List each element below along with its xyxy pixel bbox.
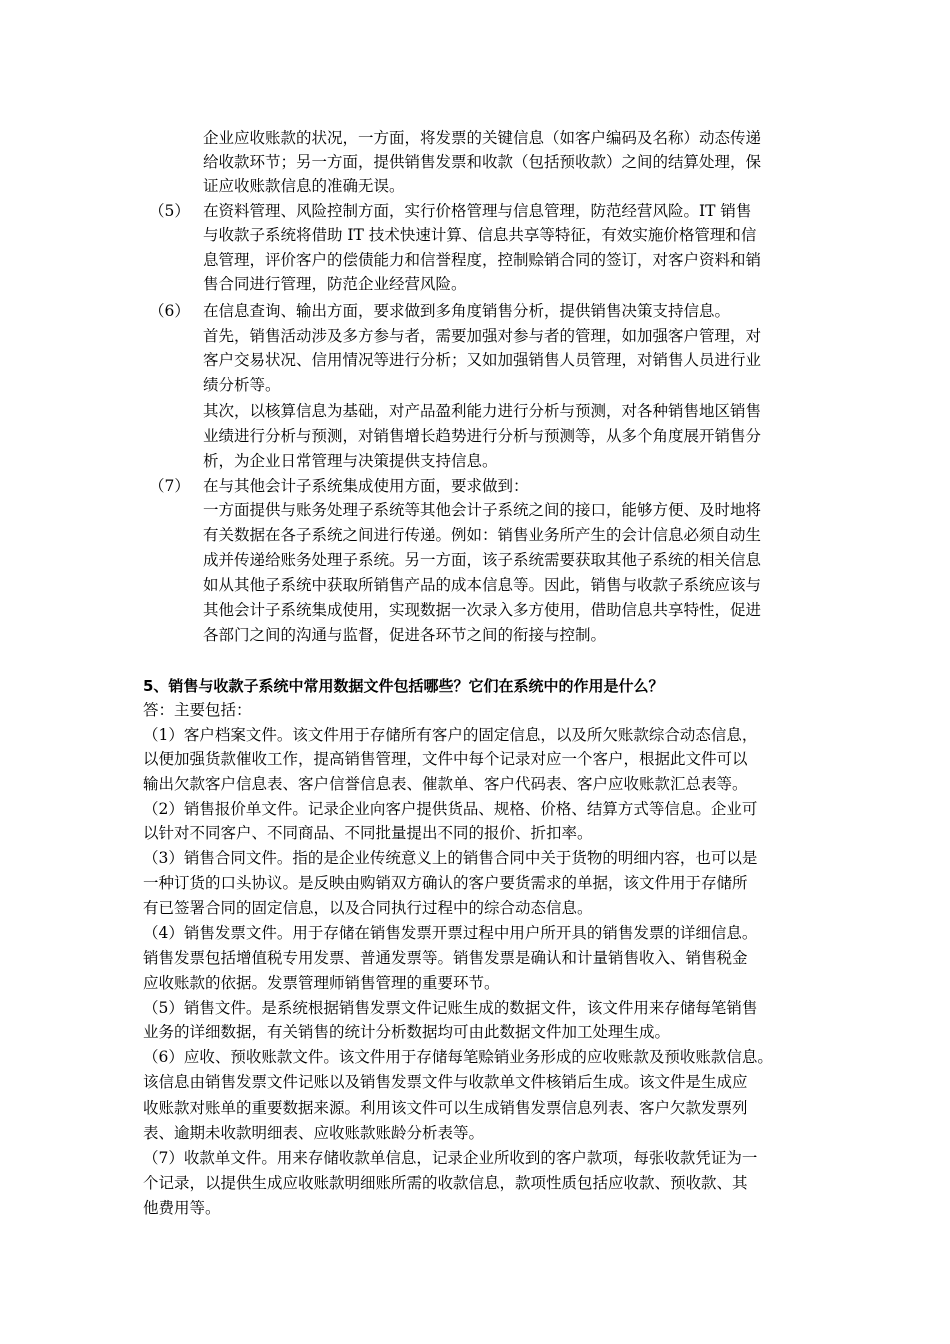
text-line: 业务的详细数据，有关销售的统计分析数据均可由此数据文件加工处理生成。 — [143, 1023, 671, 1041]
list-number: （7） — [149, 477, 190, 495]
text-line: 在资料管理、风险控制方面，实行价格管理与信息管理，防范经营风险。IT 销售 — [203, 202, 752, 220]
text-line: 以便加强货款催收工作，提高销售管理，文件中每个记录对应一个客户，根据此文件可以 — [143, 750, 748, 768]
text-line: 与收款子系统将借助 IT 技术快速计算、信息共享等特征，有效实施价格管理和信 — [203, 226, 757, 244]
text-line: （1）客户档案文件。该文件用于存储所有客户的固定信息，以及所欠账款综合动态信息， — [143, 726, 758, 744]
text-line: 绩分析等。 — [203, 376, 281, 394]
text-line: 其他会计子系统集成使用，实现数据一次录入多方使用，借助信息共享特性，促进 — [203, 601, 762, 619]
text-line: 他费用等。 — [143, 1199, 221, 1217]
text-line: 业绩进行分析与预测，对销售增长趋势进行分析与预测等，从多个角度展开销售分 — [203, 427, 762, 445]
text-line: 证应收账款信息的准确无误。 — [203, 177, 405, 195]
text-line: 首先，销售活动涉及多方参与者，需要加强对参与者的管理，如加强客户管理，对 — [203, 327, 762, 345]
text-line: 售合同进行管理，防范企业经营风险。 — [203, 275, 467, 293]
text-line: 一种订货的口头协议。是反映由购销双方确认的客户要货需求的单据，该文件用于存储所 — [143, 874, 748, 892]
text-line: （6）应收、预收账款文件。该文件用于存储每笔赊销业务形成的应收账款及预收账款信息。 — [143, 1048, 773, 1066]
text-line: 以针对不同客户、不同商品、不同批量提出不同的报价、折扣率。 — [143, 824, 593, 842]
text-line: 客户交易状况、信用情况等进行分析；又如加强销售人员管理，对销售人员进行业 — [203, 351, 762, 369]
text-line: （3）销售合同文件。指的是企业传统意义上的销售合同中关于货物的明细内容，也可以是 — [143, 849, 758, 867]
text-line: （5）销售文件。是系统根据销售发票文件记账生成的数据文件，该文件用来存储每笔销售 — [143, 999, 758, 1017]
text-line: 在与其他会计子系统集成使用方面，要求做到： — [203, 477, 529, 495]
answer-lead: 答：主要包括： — [143, 701, 252, 719]
text-line: 销售发票包括增值税专用发票、普通发票等。销售发票是确认和计量销售收入、销售税金 — [143, 949, 748, 967]
text-line: 有已签署合同的固定信息，以及合同执行过程中的综合动态信息。 — [143, 899, 593, 917]
text-line: 收账款对账单的重要数据来源。利用该文件可以生成销售发票信息列表、客户欠款发票列 — [143, 1099, 748, 1117]
text-line: 输出欠款客户信息表、客户信誉信息表、催款单、客户代码表、客户应收账款汇总表等。 — [143, 775, 748, 793]
text-line: 析，为企业日常管理与决策提供支持信息。 — [203, 452, 498, 470]
text-line: 企业应收账款的状况，一方面，将发票的关键信息（如客户编码及名称）动态传递 — [203, 129, 762, 147]
text-line: （7）收款单文件。用来存储收款单信息，记录企业所收到的客户款项，每张收款凭证为一 — [143, 1149, 758, 1167]
text-line: 该信息由销售发票文件记账以及销售发票文件与收款单文件核销后生成。该文件是生成应 — [143, 1073, 748, 1091]
text-line: 其次，以核算信息为基础，对产品盈利能力进行分析与预测，对各种销售地区销售 — [203, 402, 762, 420]
text-line: 一方面提供与账务处理子系统等其他会计子系统之间的接口，能够方便、及时地将 — [203, 501, 762, 519]
text-line: （2）销售报价单文件。记录企业向客户提供货品、规格、价格、结算方式等信息。企业可 — [143, 800, 758, 818]
text-line: 如从其他子系统中获取所销售产品的成本信息等。因此，销售与收款子系统应该与 — [203, 576, 762, 594]
text-line: 在信息查询、输出方面，要求做到多角度销售分析，提供销售决策支持信息。 — [203, 302, 731, 320]
text-line: 各部门之间的沟通与监督，促进各环节之间的衔接与控制。 — [203, 626, 607, 644]
question-heading: 5、销售与收款子系统中常用数据文件包括哪些？它们在系统中的作用是什么？ — [143, 677, 664, 695]
text-line: （4）销售发票文件。用于存储在销售发票开票过程中用户所开具的销售发票的详细信息。 — [143, 924, 758, 942]
text-line: 有关数据在各子系统之间进行传递。例如：销售业务所产生的会计信息必须自动生 — [203, 526, 762, 544]
text-line: 息管理，评价客户的偿债能力和信誉程度，控制赊销合同的签订，对客户资料和销 — [203, 251, 762, 269]
text-line: 成并传递给账务处理子系统。另一方面，该子系统需要获取其他子系统的相关信息 — [203, 551, 762, 569]
text-line: 表、逾期未收款明细表、应收账款账龄分析表等。 — [143, 1124, 485, 1142]
text-line: 给收款环节；另一方面，提供销售发票和收款（包括预收款）之间的结算处理，保 — [203, 153, 762, 171]
text-line: 个记录，以提供生成应收账款明细账所需的收款信息，款项性质包括应收款、预收款、其 — [143, 1174, 748, 1192]
list-number: （5） — [149, 202, 190, 220]
text-line: 应收账款的依据。发票管理师销售管理的重要环节。 — [143, 974, 500, 992]
list-number: （6） — [149, 302, 190, 320]
